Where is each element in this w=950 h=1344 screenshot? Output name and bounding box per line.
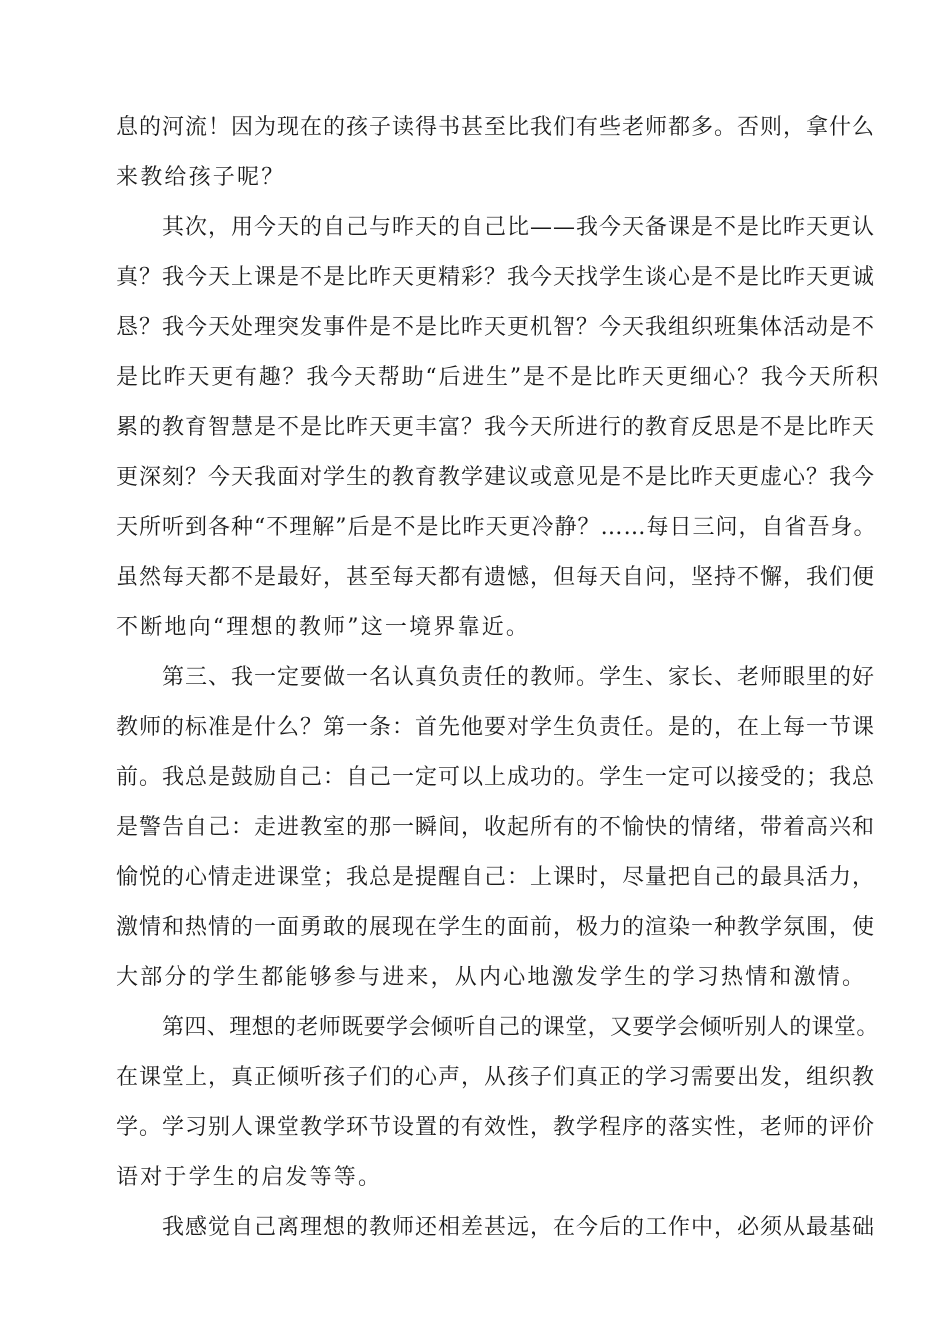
- text-line: 语对于学生的启发等等。: [116, 1165, 383, 1190]
- text-line: 天所听到各种“不理解”后是不是比昨天更冷静？……每日三问，自省吾身。: [116, 515, 877, 540]
- text-line: 教师的标准是什么？第一条：首先他要对学生负责任。是的，在上每一节课: [116, 715, 876, 740]
- text-line: 是警告自己：走进教室的那一瞬间，收起所有的不愉快的情绪，带着高兴和: [116, 815, 876, 840]
- text-line: 真？我今天上课是不是比昨天更精彩？我今天找学生谈心是不是比昨天更诚: [116, 265, 876, 290]
- text-line: 第四、理想的老师既要学会倾听自己的课堂，又要学会倾听别人的课堂。: [162, 1015, 879, 1040]
- text-line: 学。学习别人课堂教学环节设置的有效性，教学程序的落实性，老师的评价: [116, 1115, 876, 1140]
- text-line: 第三、我一定要做一名认真负责任的教师。学生、家长、老师眼里的好: [162, 665, 876, 690]
- text-line: 不断地向“理想的教师”这一境界靠近。: [116, 615, 531, 640]
- document-body: [116, 103, 880, 1253]
- text-line: 愉悦的心情走进课堂；我总是提醒自己：上课时，尽量把自己的最具活力，: [116, 865, 876, 890]
- text-line: 大部分的学生都能够参与进来，从内心地激发学生的学习热情和激情。: [116, 965, 867, 990]
- text-line: 息的河流！因为现在的孩子读得书甚至比我们有些老师都多。否则，拿什么: [116, 115, 876, 140]
- text-line: 其次，用今天的自己与昨天的自己比——我今天备课是不是比昨天更认: [162, 215, 876, 240]
- text-line: 累的教育智慧是不是比昨天更丰富？我今天所进行的教育反思是不是比昨天: [116, 415, 876, 440]
- text-line: 来教给孩子呢？: [116, 165, 286, 190]
- text-line: 虽然每天都不是最好，甚至每天都有遗憾，但每天自问，坚持不懈，我们便: [116, 565, 876, 590]
- text-line: 在课堂上，真正倾听孩子们的心声，从孩子们真正的学习需要出发，组织教: [116, 1065, 876, 1090]
- text-line: 激情和热情的一面勇敢的展现在学生的面前，极力的渲染一种教学氛围，使: [116, 915, 876, 940]
- text-line: 更深刻？今天我面对学生的教育教学建议或意见是不是比昨天更虚心？我今: [116, 465, 876, 490]
- text-line: 我感觉自己离理想的教师还相差甚远，在今后的工作中，必须从最基础: [162, 1215, 876, 1240]
- text-line: 恳？我今天处理突发事件是不是比昨天更机智？今天我组织班集体活动是不: [116, 315, 876, 340]
- text-line: 前。我总是鼓励自己：自己一定可以上成功的。学生一定可以接受的；我总: [116, 765, 876, 790]
- text-line: 是比昨天更有趣？我今天帮助“后进生”是不是比昨天更细心？我今天所积: [116, 365, 880, 390]
